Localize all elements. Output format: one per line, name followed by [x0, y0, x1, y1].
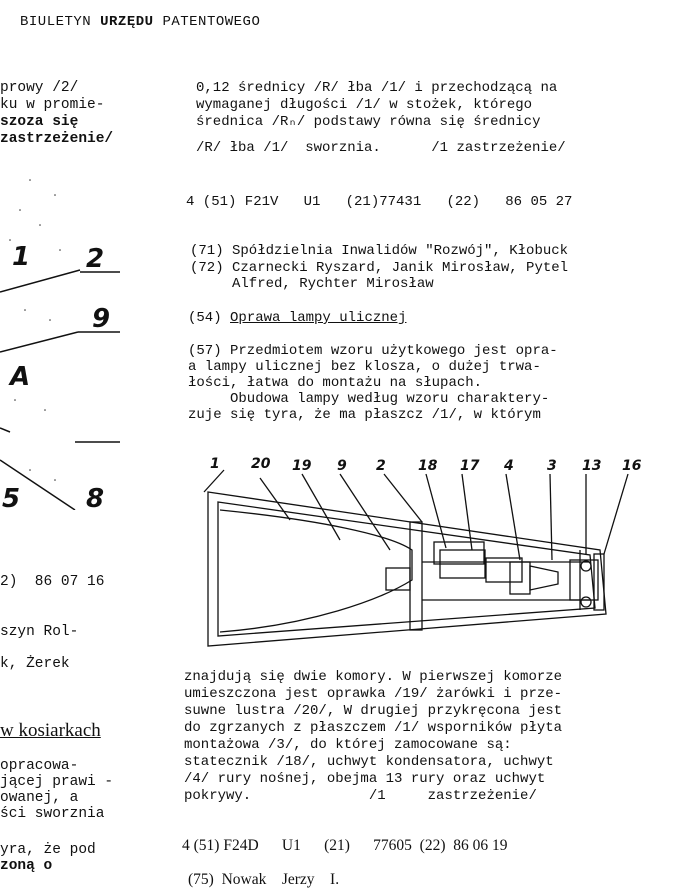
figure-label: A [10, 362, 31, 392]
paragraph-line: 0,12 średnicy /R/ łba /1/ i przechodzącą na [196, 80, 558, 96]
paragraph-line: wymaganej długości /1/ w stożek, którego [196, 97, 533, 113]
continuation-line: /4/ rury nośnej, obejma 13 rury oraz uchwyt [184, 771, 546, 787]
inventors-line: (72) Czarnecki Ryszard, Janik Mirosław, Pytel [190, 260, 569, 276]
left-line: k, Żerek [0, 656, 70, 672]
drawing-label: 18 [418, 458, 438, 474]
left-top-line: szoza się [0, 114, 79, 130]
left-date-line: 2) 86 07 16 [0, 574, 105, 590]
applicant-line: (71) Spółdzielnia Inwalidów "Rozwój", Kłobuck [190, 243, 569, 259]
continuation-line: pokrywy. /1 zastrzeżenie/ [184, 788, 537, 804]
lamp-drawing [190, 450, 640, 650]
left-line: szyn Rol- [0, 624, 79, 640]
figure-label: 9 [92, 304, 111, 334]
left-line: jącej prawi - [0, 774, 114, 790]
left-line: opracowa- [0, 758, 79, 774]
continuation-line: umieszczona jest oprawka /19/ żarówki i prze- [184, 686, 563, 702]
drawing-label: 1 [210, 456, 220, 472]
left-line: owanej, a [0, 790, 79, 806]
left-figure [0, 170, 140, 510]
entry-title: (54) Oprawa lampy ulicznej [188, 310, 407, 326]
continuation-line: montażowa /3/, do której zamocowane są: [184, 737, 512, 753]
abstract-line: a lampy ulicznej bez klosza, o dużej trwa- [188, 359, 541, 375]
paragraph-line: średnica /Rₙ/ podstawy równa się średnicy [196, 114, 541, 130]
drawing-label: 3 [547, 458, 557, 474]
drawing-label: 4 [504, 458, 514, 474]
inventor-line: (75) Nowak Jerzy I. [188, 871, 340, 888]
paragraph-line: /R/ łba /1/ sworznia. /1 zastrzeżenie/ [196, 140, 566, 156]
left-top-line: ku w promie- [0, 97, 105, 113]
left-line: ści sworznia [0, 806, 105, 822]
inventors-line: Alfred, Rychter Mirosław [190, 276, 434, 292]
figure-label: 2 [86, 244, 105, 274]
continuation-line: znajdują się dwie komory. W pierwszej komorze [184, 669, 563, 685]
left-top-line: prowy /2/ [0, 80, 79, 96]
drawing-label: 13 [582, 458, 602, 474]
page-header: BIULETYN URZĘDU PATENTOWEGO [20, 14, 261, 30]
continuation-line: suwne lustra /20/, W drugiej przykręcona jest [184, 703, 563, 719]
drawing-label: 19 [292, 458, 312, 474]
abstract-line: zuje się tyra, że ma płaszcz /1/, w którym [188, 407, 541, 423]
figure-label: 1 [12, 242, 31, 272]
figure-label: 5 [2, 484, 21, 514]
abstract-line: (57) Przedmiotem wzoru użytkowego jest opra- [188, 343, 558, 359]
continuation-line: statecznik /18/, uchwyt kondensatora, uchwyt [184, 754, 554, 770]
abstract-line: łości, łatwa do montażu na słupach. [188, 375, 483, 391]
left-line: zoną o [0, 858, 53, 874]
left-heading: w kosiarkach [0, 720, 101, 741]
continuation-line: do zgrzanych z płaszczem /1/ wsporników płyta [184, 720, 563, 736]
entry-code-line: 4 (51) F21V U1 (21)77431 (22) 86 05 27 [186, 194, 573, 210]
figure-label: 8 [86, 484, 105, 514]
abstract-line: Obudowa lampy według wzoru charaktery- [188, 391, 550, 407]
drawing-label: 16 [622, 458, 642, 474]
drawing-label: 2 [376, 458, 386, 474]
entry-code-line: 4 (51) F24D U1 (21) 77605 (22) 86 06 19 [182, 837, 508, 854]
left-line: yra, że pod [0, 842, 96, 858]
drawing-label: 17 [460, 458, 480, 474]
left-top-line: zastrzeżenie/ [0, 131, 114, 147]
drawing-label: 9 [337, 458, 347, 474]
drawing-label: 20 [251, 456, 271, 472]
